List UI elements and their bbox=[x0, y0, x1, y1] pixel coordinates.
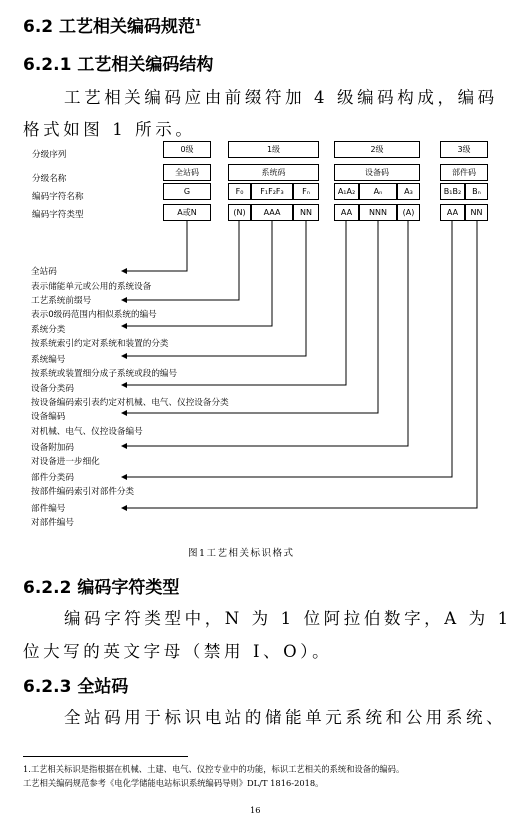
row-label: 分级序列 bbox=[32, 150, 67, 160]
annotation-desc: 按系统索引约定对系统和装置的分类 bbox=[31, 339, 169, 349]
section-heading-6-2-1: 6.2.1 工艺相关编码结构 bbox=[23, 55, 214, 75]
char-name-cell: F₀ bbox=[228, 183, 251, 200]
char-type-cell: NNN bbox=[359, 204, 397, 221]
char-type-cell: AAA bbox=[251, 204, 293, 221]
char-name-cell: G bbox=[163, 183, 211, 200]
annotation-title: 部件编号 bbox=[31, 504, 66, 514]
annotation-desc: 表示储能单元或公用的系统设备 bbox=[31, 282, 152, 292]
annotation-desc: 对设备进一步细化 bbox=[31, 457, 100, 467]
footnote-marker[interactable]: 1 bbox=[195, 18, 202, 29]
level-name-cell: 设备码 bbox=[334, 164, 420, 181]
char-type-cell: (A) bbox=[397, 204, 420, 221]
char-type-cell: A或N bbox=[163, 204, 211, 221]
annotation-desc: 按部件编码索引对部件分类 bbox=[31, 487, 135, 497]
char-name-cell: Fₙ bbox=[293, 183, 319, 200]
row-label: 编码字符名称 bbox=[32, 192, 84, 202]
row-label: 编码字符类型 bbox=[32, 210, 84, 220]
annotation-title: 设备编码 bbox=[31, 412, 66, 422]
figure-caption: 图1工艺相关标识格式 bbox=[188, 548, 295, 559]
char-type-cell: NN bbox=[465, 204, 488, 221]
row-label: 分级名称 bbox=[32, 174, 67, 184]
paragraph-line: 工艺相关编码应由前缀符加 4 级编码构成，编码 bbox=[64, 88, 498, 107]
section-heading-6-2-text: 6.2 工艺相关编码规范 bbox=[23, 17, 196, 37]
level-cell: 2级 bbox=[334, 141, 420, 158]
footnote-divider bbox=[23, 756, 188, 757]
level-cell: 3级 bbox=[440, 141, 488, 158]
annotation-desc: 对机械、电气、仪控设备编号 bbox=[31, 427, 143, 437]
page-number: 16 bbox=[250, 805, 261, 815]
char-name-cell: B₁B₂ bbox=[440, 183, 465, 200]
char-name-cell: Aₙ bbox=[359, 183, 397, 200]
annotation-title: 设备附加码 bbox=[31, 443, 74, 453]
annotation-desc: 按设备编码索引表约定对机械、电气、仪控设备分类 bbox=[31, 398, 229, 408]
footnote-line: 工艺相关编码规范参考《电化学储能电站标识系统编码导则》DL/T 1816-2018。 bbox=[23, 778, 324, 788]
level-cell: 1级 bbox=[228, 141, 319, 158]
char-name-cell: A₃ bbox=[397, 183, 420, 200]
annotation-title: 工艺系统前缀号 bbox=[31, 296, 92, 306]
char-type-cell: AA bbox=[334, 204, 359, 221]
annotation-title: 系统编号 bbox=[31, 355, 66, 365]
annotation-title: 部件分类码 bbox=[31, 473, 74, 483]
section-heading-6-2-2: 6.2.2 编码字符类型 bbox=[23, 578, 180, 598]
annotation-title: 系统分类 bbox=[31, 325, 66, 335]
paragraph-line: 编码字符类型中，N 为 1 位阿拉伯数字，A 为 1 bbox=[64, 609, 512, 628]
annotation-desc: 表示0级码范围内相似系统的编号 bbox=[31, 310, 157, 320]
paragraph-line: 全站码用于标识电站的储能单元系统和公用系统、 bbox=[64, 708, 507, 727]
annotation-title: 全站码 bbox=[31, 267, 57, 277]
char-type-cell: (N) bbox=[228, 204, 251, 221]
annotation-desc: 对部件编号 bbox=[31, 518, 74, 528]
annotation-title: 设备分类码 bbox=[31, 384, 74, 394]
level-name-cell: 全站码 bbox=[163, 164, 211, 181]
footnote-line: 1.工艺相关标识是指根据在机械、土建、电气、仪控专业中的功能，标识工艺相关的系统和设备的编码。 bbox=[23, 764, 405, 774]
char-name-cell: Bₙ bbox=[465, 183, 488, 200]
section-heading-6-2-3: 6.2.3 全站码 bbox=[23, 677, 129, 697]
char-name-cell: F₁F₂F₃ bbox=[251, 183, 293, 200]
level-name-cell: 部件码 bbox=[440, 164, 488, 181]
paragraph-line: 位大写的英文字母（禁用 I、O）。 bbox=[23, 642, 333, 661]
char-name-cell: A₁A₂ bbox=[334, 183, 359, 200]
level-name-cell: 系统码 bbox=[228, 164, 319, 181]
char-type-cell: NN bbox=[293, 204, 319, 221]
annotation-desc: 按系统或装置细分成子系统或段的编号 bbox=[31, 369, 178, 379]
char-type-cell: AA bbox=[440, 204, 465, 221]
level-cell: 0级 bbox=[163, 141, 211, 158]
paragraph-line: 格式如图 1 所示。 bbox=[23, 120, 196, 139]
